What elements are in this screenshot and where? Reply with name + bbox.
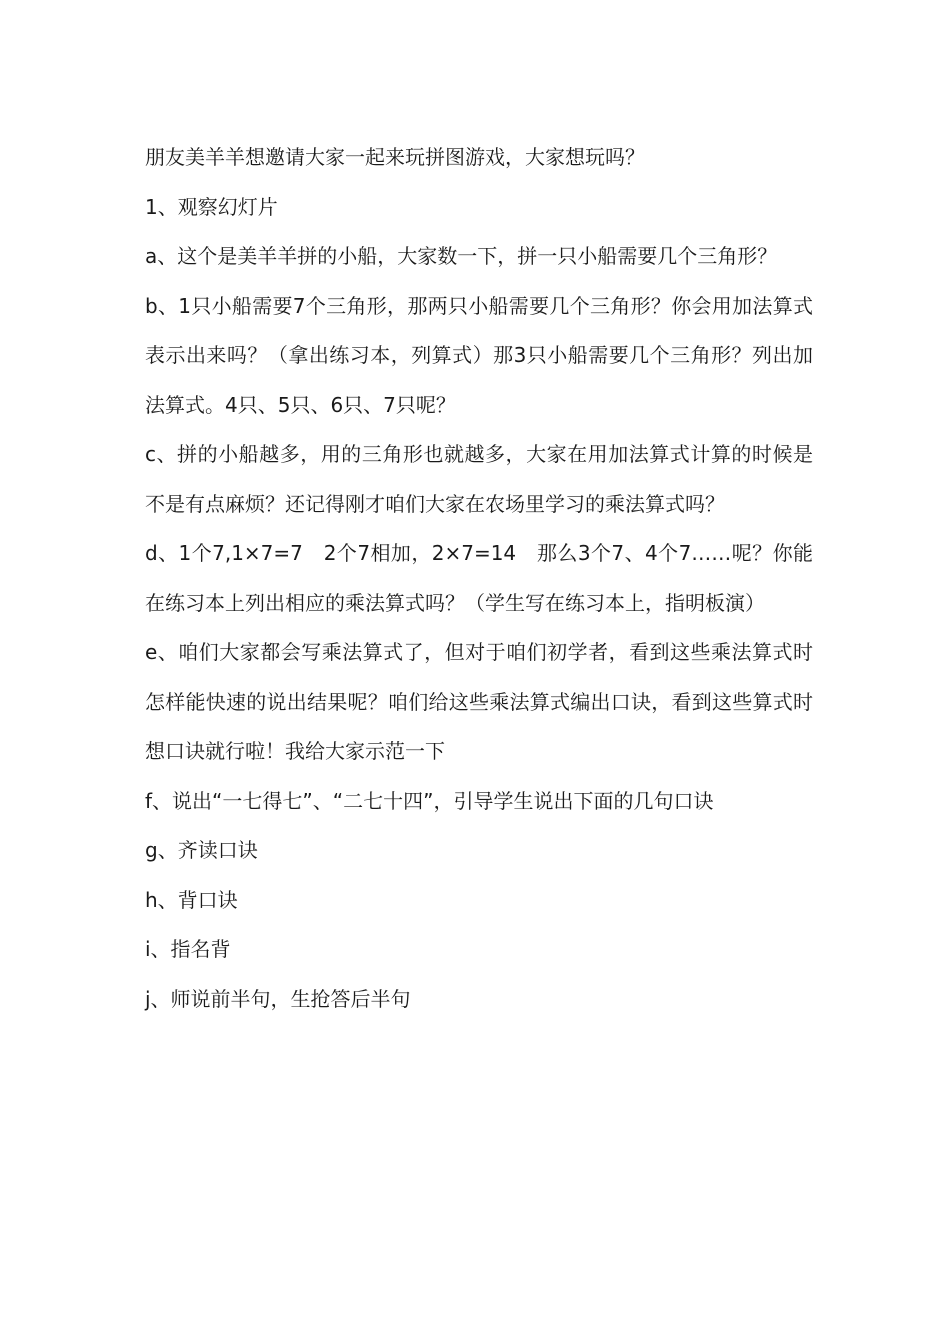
paragraph-f: f、说出“一七得七”、“二七十四”，引导学生说出下面的几句口诀 [145,788,714,813]
paragraph-a: a、这个是美羊羊拼的小船，大家数一下，拼一只小船需要几个三角形？ [145,244,778,268]
paragraph-i: i、指名背 [145,937,231,961]
paragraph-j: j、师说前半句，生抢答后半句 [145,986,411,1011]
paragraph-d: d、1个7,1×7=7 2个7相加，2×7=14 那么3个7、4个7……呢？你能在练习本上列出相应的乘法算式吗？（学生写在练习本上，指明板演） [145,541,813,615]
document-body [145,133,813,1024]
paragraph-step-1: 1、观察幻灯片 [145,194,278,219]
paragraph-e: e、咱们大家都会写乘法算式了，但对于咱们初学者，看到这些乘法算式时怎样能快速的说出结果呢？咱们给这些乘法算式编出口诀，看到这些算式时想口诀就行啦！我给大家示范一下 [145,640,813,763]
paragraph-c: c、拼的小船越多，用的三角形也就越多，大家在用加法算式计算的时候是不是有点麻烦？还记得刚才咱们大家在农场里学习的乘法算式吗？ [145,442,813,516]
paragraph-b: b、1只小船需要7个三角形，那两只小船需要几个三角形？你会用加法算式表示出来吗？（拿出练习本，列算式）那3只小船需要几个三角形？列出加法算式。4只、5只、6只、7只呢？ [145,293,813,417]
paragraph-h: h、背口诀 [145,887,238,912]
paragraph-intro: 朋友美羊羊想邀请大家一起来玩拼图游戏，大家想玩吗？ [145,145,645,169]
paragraph-g: g、齐读口诀 [145,838,258,862]
